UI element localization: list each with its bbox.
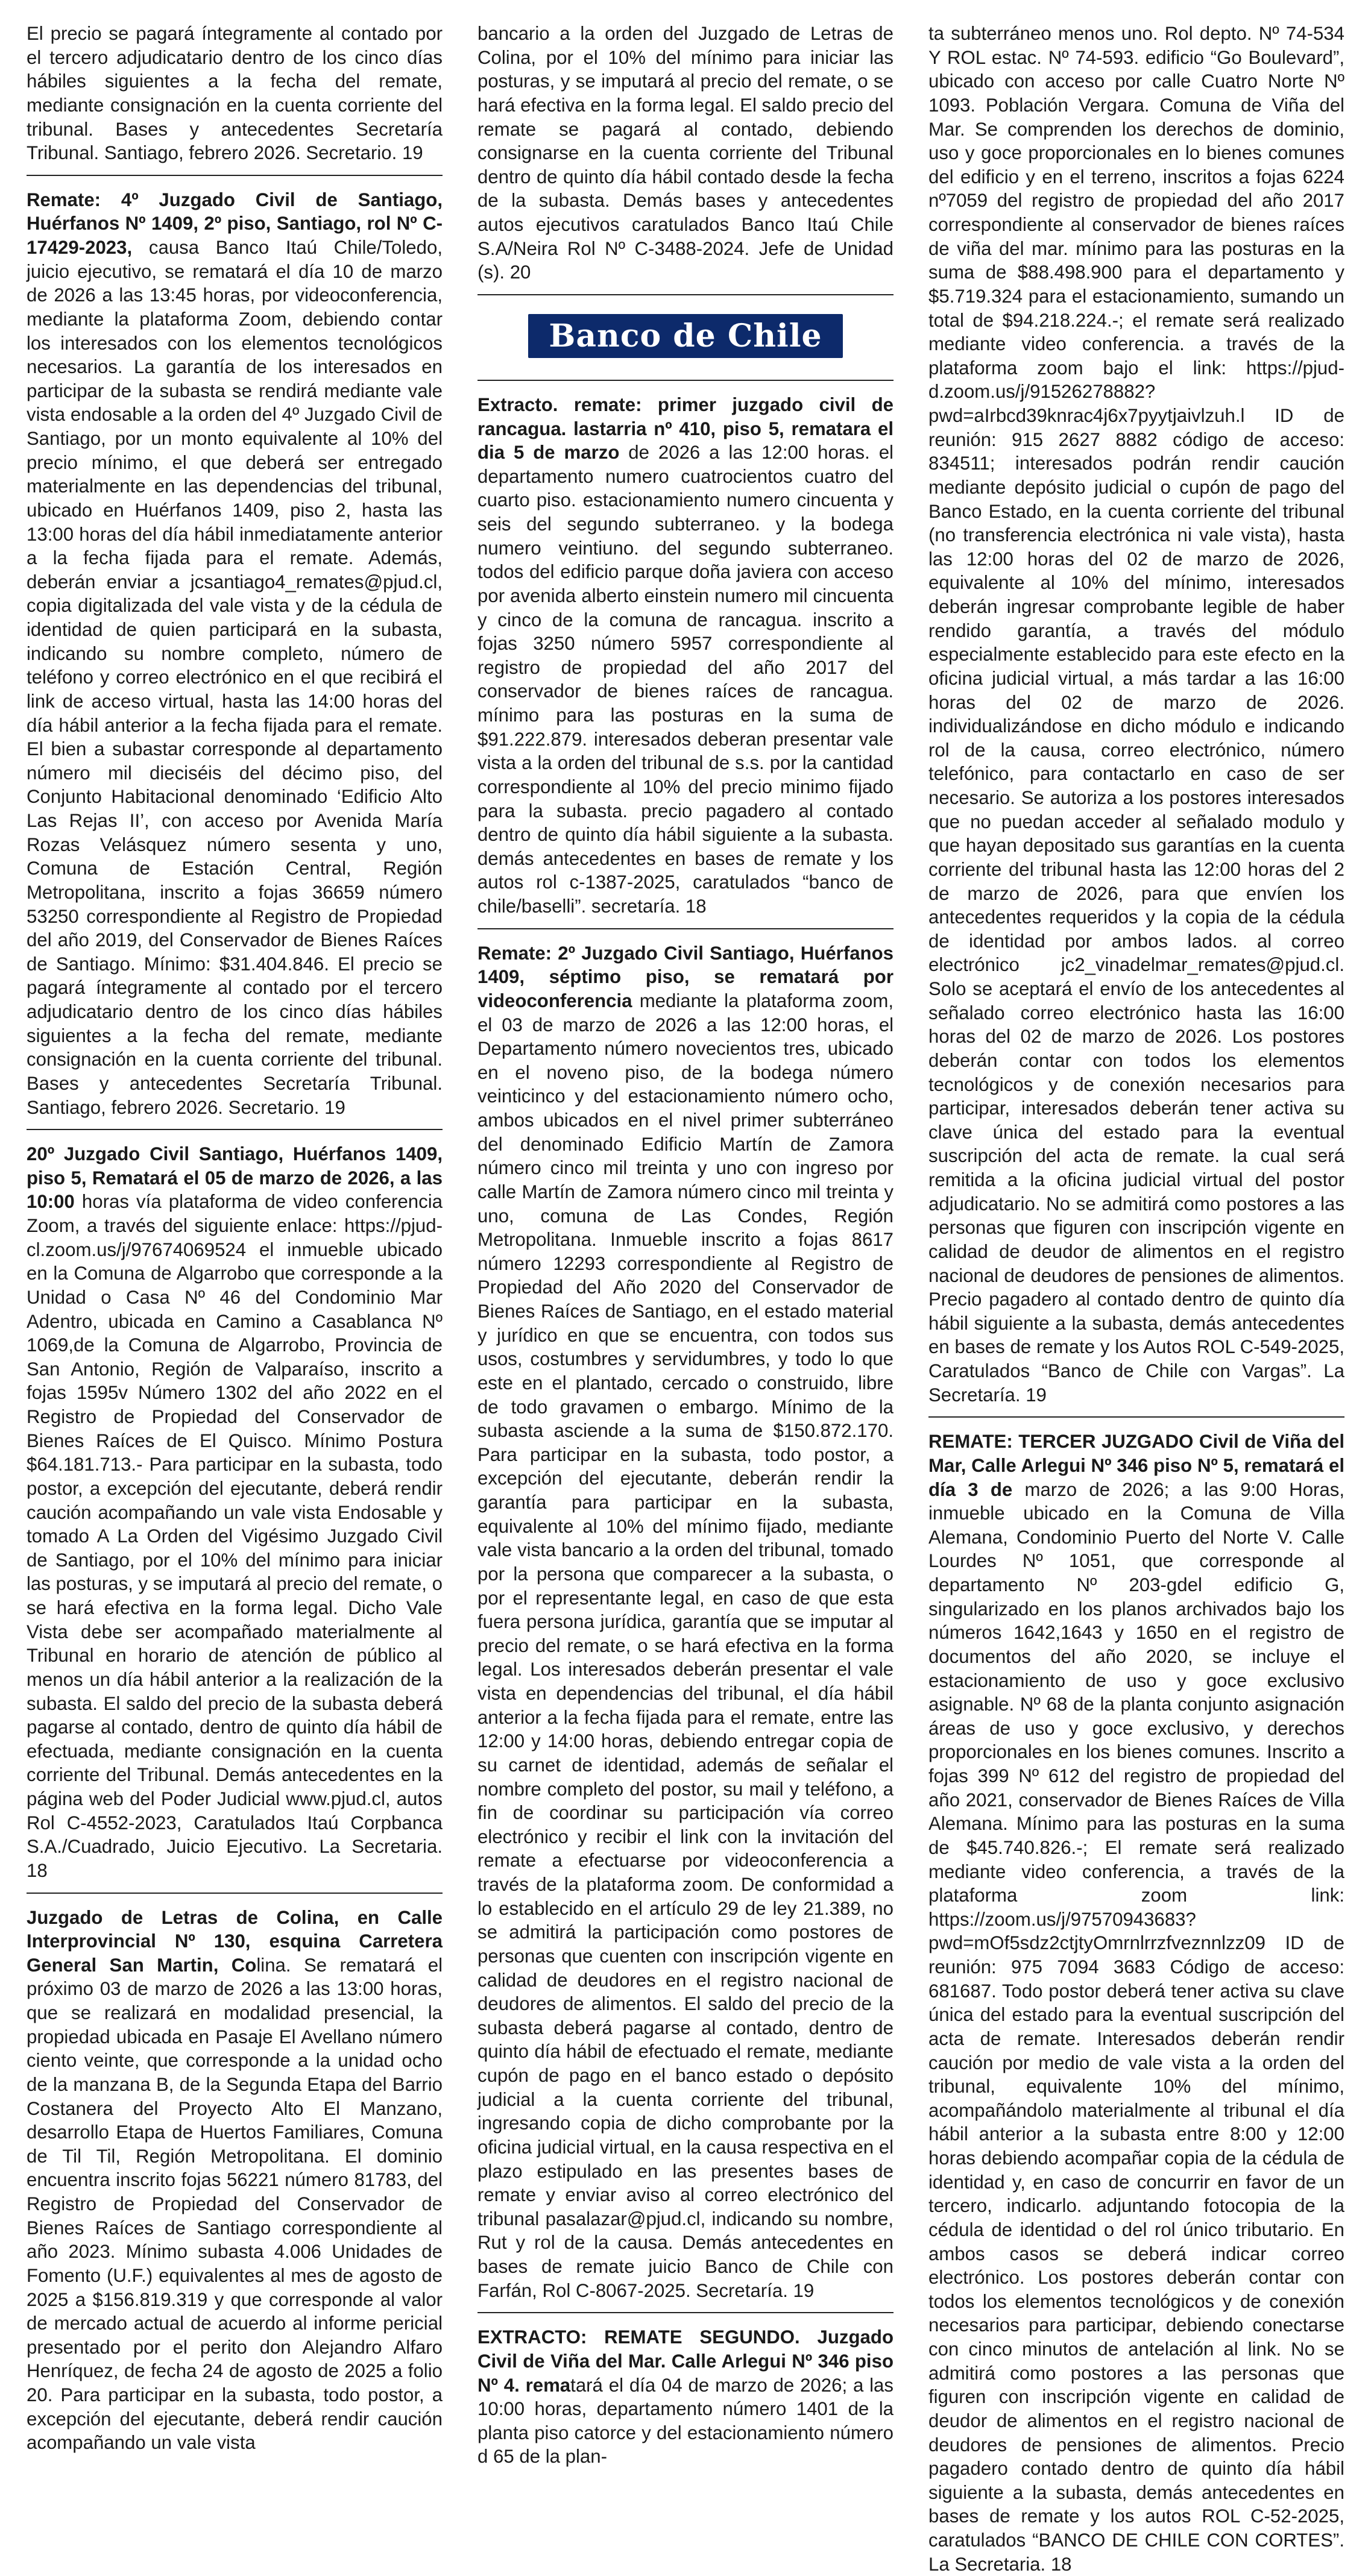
notice-right-1	[928, 22, 1344, 1407]
divider	[477, 380, 894, 381]
divider	[477, 2312, 894, 2313]
notice-heading: Extracto. remate: primer juzgado civil de rancagua. lastarria nº 410, piso 5, rematara el dia 5 de marzo	[477, 394, 894, 463]
divider	[27, 175, 443, 176]
notice-middle-2	[477, 393, 894, 919]
notice-body: bancario a la orden del Juzgado de Letras de Colina, por el 10% del mínimo para iniciar las posturas, y se imputará al precio del remate, o se hará efectiva en la forma legal. El saldo precio del remate se pagará al contado, debiendo consignarse en la cuenta corriente del Tribunal dentro de quinto día hábil contado desde la fecha de la subasta. Demás bases y antecedentes autos ejecutivos caratulados Banco Itaú Chile S.A/Neira Rol Nº C-3488-2024. Jefe de Unidad (s). 20	[477, 23, 894, 283]
notice-right-2	[928, 1430, 1344, 2576]
divider	[27, 1129, 443, 1130]
notice-middle-3	[477, 941, 894, 2303]
notice-left-4	[27, 1906, 443, 2455]
notice-heading: 20º Juzgado Civil Santiago, Huérfanos 1409, piso 5, Rematará el 05 de marzo de 2026, a las 10:00	[27, 1143, 443, 1213]
notice-heading: REMATE: TERCER JUZGADO Civil de Viña del Mar, Calle Arlegui Nº 346 piso Nº 5, rematará el día 3 de	[928, 1431, 1344, 1500]
notice-middle-4	[477, 2325, 894, 2469]
notice-middle-1	[477, 22, 894, 284]
notice-left-3	[27, 1142, 443, 1882]
notice-left-2	[27, 188, 443, 1119]
notice-body: El precio se pagará íntegramente al contado por el tercero adjudicatario dentro de los cinco días hábiles siguientes a la fecha del remate, mediante consignación en la cuenta corriente del tribunal. Bases y antecedentes Secretaría Tribunal. Santiago, febrero 2026. Secretario. 19	[27, 23, 443, 164]
notice-body: causa Banco Itaú Chile/Toledo, juicio ejecutivo, se rematará el día 10 de marzo de 2026 a las 13:45 horas, por videoconferencia, mediante la plataforma Zoom, debiendo contar los interesados con los elementos tecnológicos necesarios. La garantía de los interesados en participar de la subasta se rendirá mediante vale vista endosable a la orden del 4º Juzgado Civil de Santiago, por un monto equivalente al 10% del precio mínimo, el que deberá ser entregado materialmente en las dependencias del tribunal, ubicado en Huérfanos 1409, piso 2, hasta las 13:00 horas del día hábil inmediatamente anterior a la fecha fijada para el remate. Además, deberán enviar a jcsantiago4_remates@pjud.cl, copia digitalizada del vale vista y de la cédula de identidad de quien participará en la subasta, indicando su nombre completo, número de teléfono y correo electrónico en el que recibirá el link de acceso virtual, hasta las 14:00 horas del día hábil anterior a la fecha fijada para el remate. El bien a subastar corresponde al departamento número mil dieciséis del décimo piso, del Conjunto Habitacional denominado ‘Edificio Alto Las Rejas II’, con acceso por Avenida María Rozas Velásquez número sesenta y uno, Comuna de Estación Central, Región Metropolitana, inscrito a fojas 36659 número 53250 correspondiente al Registro de Propiedad del año 2019, del Conservador de Bienes Raíces de Santiago. Mínimo: $31.404.846. El precio se pagará íntegramente al contado por el tercero adjudicatario dentro de los cinco días hábiles siguientes a la fecha del remate, mediante consignación en la cuenta corriente del tribunal. Bases y antecedentes Secretaría Tribunal. Santiago, febrero 2026. Secretario. 19	[27, 237, 443, 1118]
notice-body: lina. Se rematará el próximo 03 de marzo de 2026 a las 13:00 horas, que se realizará en modalidad presencial, la propiedad ubicada en Pasaje El Avellano número ciento veinte, que corresponde a la unidad ocho de la manzana B, de la Segunda Etapa del Barrio Costanera del Proyecto Alto El Manzano, desarrollo Etapa de Huertos Familiares, Comuna de Til Til, Región Metropolitana. El dominio encuentra inscrito fojas 56221 número 81783, del Registro de Propiedad del Conservador de Bienes Raíces de Santiago correspondiente al año 2023. Mínimo subasta 4.006 Unidades de Fomento (U.F.) equivalentes al mes de agosto de 2025 a $156.819.319 y que corresponde al valor de mercado actual de acuerdo al informe pericial presentado por el perito don Alejandro Alfaro Henríquez, de fecha 24 de agosto de 2025 a folio 20. Para participar en la subasta, todo postor, a excepción del ejecutante, deberá rendir caución acompañando un vale vista	[27, 1954, 443, 2454]
divider	[27, 1893, 443, 1894]
divider	[928, 1416, 1344, 1418]
notice-heading: EXTRACTO: REMATE SEGUNDO. Juzgado Civil de Viña del Mar. Calle Arlegui Nº 346 piso Nº 4. rema	[477, 2326, 894, 2396]
notice-heading: Juzgado de Letras de Colina, en Calle Interprovincial Nº 130, esquina Carretera General San Martin, Co	[27, 1906, 443, 1976]
notice-left-1	[27, 22, 443, 165]
notice-body: marzo de 2026; a las 9:00 Horas, inmueble ubicado en la Comuna de Villa Alemana, Condominio Puerto del Norte V. Calle Lourdes Nº 1051, que corresponde al departamento Nº 203-gdel edificio G, singularizado en los planos archivados bajo los números 1642,1643 y 1650 en el registro de documentos del año 2020, se incluye el estacionamiento de uso y goce exclusivo asignable. Nº 68 de la planta conjunto asignación áreas de uso y goce exclusivo, y derechos proporcionales en los bienes comunes. Inscrito a fojas 399 Nº 612 del registro de propiedad del año 2021, conservador de Bienes Raíces de Villa Alemana. Mínimo para las posturas en la suma de $45.740.826.-; El remate será realizado mediante video conferencia, a través de la plataforma zoom link: https://zoom.us/j/97570943683?pwd=mOf5sdz2ctjtyOmrnlrrzfveznnlzz09 ID de reunión: 975 7094 3683 Código de acceso: 681687. Todo postor deberá tener activa su clave única del estado para la eventual suscripción del acta de remate. Interesados deberán rendir caución por medio de vale vista a la orden del tribunal, equivalente 10% del mínimo, acompañándolo materialmente al tribunal el día hábil anterior a la subasta entre 8:00 y 12:00 horas debiendo acompañar copia de la cédula de identidad y, en caso de concurrir en favor de un tercero, indicarlo. adjuntando fotocopia de la cédula de identidad o del rol único tributario. En ambos casos se deberá indicar correo electrónico. Los postores deberán contar con todos los elementos tecnológicos y de conexión necesarios para participar, debiendo conectarse con cinco minutos de antelación al link. No se admitirá como postores a las personas que figuren con inscripción vigente en calidad de deudor de alimentos en el registro nacional de deudores de pensiones de alimentos. Precio pagadero contado dentro de quinto día hábil siguiente a la subasta, demás antecedentes en bases de remate y los autos ROL C-52-2025, caratulados “BANCO DE CHILE CON CORTES”. La Secretaria. 18	[928, 1478, 1344, 2575]
divider	[477, 294, 894, 295]
column-left	[27, 22, 443, 2454]
column-middle	[477, 22, 894, 2468]
notice-body: mediante la plataforma zoom, el 03 de marzo de 2026 a las 12:00 horas, el Departamento número novecientos tres, ubicado en el noveno piso, de la bodega número veinticinco y del estacionamiento número ocho, ambos ubicados en el nivel primer subterráneo del denominado Edificio Martín de Zamora número cinco mil treinta y uno con ingreso por calle Martín de Zamora número cinco mil treinta y uno, comuna de Las Condes, Región Metropolitana. Inmueble inscrito a fojas 8617 número 12293 correspondiente al Registro de Propiedad del Año 2020 del Conservador de Bienes Raíces de Santiago, en el estado material y jurídico en que se encuentra, con todos sus usos, costumbres y servidumbres, y todo lo que este en el plantado, cercado o construido, libre de todo gravamen o embargo. Mínimo de la subasta asciende a la suma de $150.872.170. Para participar en la subasta, todo postor, a excepción del ejecutante, deberán rendir la garantía para participar en la subasta, equivalente al 10% del mínimo fijado, mediante vale vista bancario a la orden del tribunal, tomado por la persona que comparecer a la subasta, o por el representante legal, en caso de que esta fuera persona jurídica, garantía que se imputar al precio del remate, o se hará efectiva en la forma legal. Los interesados deberán presentar el vale vista en dependencias del tribunal, el día hábil anterior a la fecha fijada para el remate, entre las 12:00 y 14:00 horas, debiendo entregar copia de su carnet de identidad, además de señalar el nombre completo del postor, su mail y teléfono, a fin de coordinar su participación vía correo electrónico y recibir el link con la invitación del remate a efectuarse por videoconferencia a través de la plataforma zoom. De conformidad a lo establecido en el artículo 29 de ley 21.389, no se admitirá la participación como postores de personas que cuenten con inscripción vigente en calidad de deudores en el registro nacional de deudores de alimentos. El saldo del precio de la subasta deberá pagarse al contado, dentro de quinto día hábil de efectuado el remate, mediante cupón de pago en el banco estado o depósito judicial a la cuenta corriente del tribunal, ingresando copia de dicho comprobante por la oficina judicial virtual, en la causa respectiva en el plazo estipulado en las presentes bases de remate y enviar aviso al correo electrónico del tribunal pasalazar@pjud.cl, indicando su nombre, Rut y rol de la causa. Demás antecedentes en bases de remate juicio Banco de Chile con Farfán, Rol C-8067-2025. Secretaría. 19	[477, 990, 894, 2301]
notice-body: de 2026 a las 12:00 horas. el departamento numero cuatrocientos cuatro del cuarto piso. estacionamiento numero cincuenta y seis del segundo subterraneo. y la bodega numero veintiuno. del segundo subterraneo. todos del edificio parque doña javiera con acceso por avenida alberto einstein numero mil cincuenta y cinco de la comuna de rancagua. inscrito a fojas 3250 número 5957 correspondiente al registro de propiedad del año 2017 del conservador de bienes raíces de rancagua. mínimo para las posturas en la suma de $91.222.879. interesados deberan presentar vale vista a la orden del tribunal de s.s. por la cantidad correspondiente al 10% del precio minimo fijado para la subasta. precio pagadero al contado dentro de quinto día hábil siguiente a la subasta. demás antecedentes en bases de remate y los autos rol c-1387-2025, caratulados “banco de chile/baselli”. secretaría. 18	[477, 442, 894, 917]
advertiser-logo	[477, 309, 894, 364]
column-right	[928, 22, 1344, 2575]
notice-body: horas vía plataforma de video conferencia Zoom, a través del siguiente enlace: https://pjud-cl.zoom.us/j/97674069524 el inmueble ubicado en la Comuna de Algarrobo que corresponde a la Unidad o Casa Nº 46 del Condominio Mar Adentro, ubicada en Camino a Casablanca Nº 1069,de la Comuna de Algarrobo, Provincia de San Antonio, Región de Valparaíso, inscrito a fojas 1595v Número 1302 del año 2022 en el Registro de Propiedad del Conservador de Bienes Raíces de El Quisco. Mínimo Postura $64.181.713.- Para participar en la subasta, todo postor, a excepción del ejecutante, deberá rendir caución acompañando un vale vista Endosable y tomado A La Orden del Vigésimo Juzgado Civil de Santiago, por el 10% del mínimo para iniciar las posturas, y se imputará al precio del remate, o se hará efectiva en la forma legal. Dicho Vale Vista debe ser acompañado materialmente al Tribunal en horario de atención de público al menos un día hábil anterior a la realización de la subasta. El saldo del precio de la subasta deberá pagarse al contado, dentro de quinto día hábil de efectuada, mediante consignación en la cuenta corriente del Tribunal. Demás antecedentes en la página web del Poder Judicial www.pjud.cl, autos Rol C-4552-2023, Caratulados Itaú Corpbanca S.A./Cuadrado, Juicio Ejecutivo. La Secretaria. 18	[27, 1191, 443, 1881]
notice-heading: Remate: 4º Juzgado Civil de Santiago, Huérfanos Nº 1409, 2º piso, Santiago, rol Nº C-17429-2023,	[27, 189, 443, 258]
banco-de-chile-logo: Banco de Chile	[528, 314, 842, 358]
notice-body: ta subterráneo menos uno. Rol depto. Nº 74-534 Y ROL estac. Nº 74-593. edificio “Go Boulevard”, ubicado con acceso por calle Cuatro Norte Nº 1093. Población Vergara. Comuna de Viña del Mar. Se comprenden los derechos de dominio, uso y goce proporcionales en lo bienes comunes del edificio y en el terreno, inscritos a fojas 6224 nº7059 del registro de propiedad del año 2017 correspondiente al conservador de bienes raíces de viña del mar. mínimo para las posturas en la suma de $88.498.900 para el departamento y $5.719.324 para el estacionamiento, sumando un total de $94.218.224.-; el remate será realizado mediante video conferencia. a través de la plataforma zoom bajo el link: https://pjud-d.zoom.us/j/91526278882?pwd=aIrbcd39knrac4j6x7pyytjaivlzuh.l ID de reunión: 915 2627 8882 código de acceso: 834511; interesados podrán rendir caución mediante depósito judicial o cupón de pago del Banco Estado, en la cuenta corriente del tribunal (no transferencia electrónica ni vale vista), hasta las 12:00 horas del 02 de marzo de 2026, equivalente al 10% del mínimo, interesados deberán ingresar comprobante legible de haber rendido garantía, a través del módulo especialmente establecido para este efecto en la oficina judicial virtual, a más tardar a las 16:00 horas del 02 de marzo de 2026. individualizándose en dicho módulo e indicando rol de la causa, correo electrónico, número telefónico, para contactarlo en caso de ser necesario. Se autoriza a los postores interesados que no puedan acceder al señalado modulo y que hayan depositado sus garantías en la cuenta corriente del tribunal hasta las 12:00 horas del 2 de marzo de 2026, para que envíen los antecedentes requeridos y la copia de la cédula de identidad por ambos lados. al correo electrónico jc2_vinadelmar_remates@pjud.cl. Solo se aceptará el envío de los antecedentes al señalado correo electrónico hasta las 16:00 horas del 02 de marzo de 2026. Los postores deberán contar con todos los elementos tecnológicos y de conexión necesarios para participar, interesados deberán tener activa su clave única del estado para la eventual suscripción del acta de remate. la cual será remitida a la oficina judicial virtual del postor adjudicatario. No se admitirá como postores a las personas que figuren con inscripción vigente en calidad de deudor de alimentos en el registro nacional de deudores de pensiones de alimentos. Precio pagadero al contado dentro de quinto día hábil siguiente a la subasta, demás antecedentes en bases de remate y los Autos ROL C-549-2025, Caratulados “Banco de Chile con Vargas”. La Secretaría. 19	[928, 23, 1344, 1406]
divider	[477, 928, 894, 929]
notice-heading: Remate: 2º Juzgado Civil Santiago, Huérfanos 1409, séptimo piso, se rematará por videoconferencia	[477, 942, 894, 1011]
notice-body: tará el día 04 de marzo de 2026; a las 10:00 horas, departamento número 1401 de la planta piso catorce y del estacionamiento número d 65 de la plan-	[477, 2374, 894, 2468]
